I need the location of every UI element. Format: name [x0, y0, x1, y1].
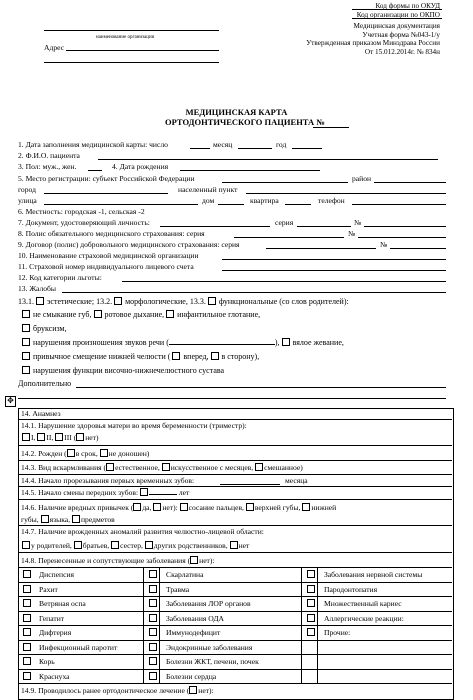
tongue-checkbox[interactable] [41, 515, 49, 523]
disease-col2-checkbox[interactable] [149, 614, 157, 622]
a141-label: 14.1. Нарушение здоровья матери во время беременности (триместр): [21, 421, 247, 430]
disease-col3-label: Прочие: [324, 628, 351, 637]
func-label: функциональные (со слов родителей): [218, 297, 349, 306]
field-1-month[interactable] [238, 148, 272, 149]
tri3-checkbox[interactable] [55, 433, 63, 441]
infant-label: инфантильное глотание, [177, 310, 261, 319]
diseases-no-checkbox[interactable] [190, 556, 198, 564]
field-10-label: 10. Наименование страховой медицинской организации [18, 251, 199, 260]
disease-col3-label: Множественный кариес [324, 599, 402, 608]
complaints-row-3 [22, 324, 67, 333]
okud-code: Код формы по ОКУД [375, 2, 440, 10]
tri3-label: III ( [64, 433, 77, 442]
phone-label: телефон [318, 196, 345, 205]
chewing-checkbox[interactable] [282, 338, 290, 346]
extra-field[interactable] [76, 387, 446, 388]
parents-checkbox[interactable] [22, 541, 30, 549]
house-field[interactable] [218, 204, 244, 205]
phone-field[interactable] [352, 204, 446, 205]
id-series-label: серия [275, 218, 294, 227]
disease-col2-checkbox[interactable] [149, 657, 157, 665]
speech-close: ), [274, 338, 280, 347]
birth-row [21, 449, 149, 458]
tooth-change-row [21, 488, 189, 497]
field-9-label: 9. Договор (полис) добровольного медицинского страхования: серия [18, 240, 240, 249]
anomalies-none-label: нет [238, 541, 250, 550]
okud-box[interactable] [352, 2, 442, 10]
tooth-change-field[interactable] [149, 494, 177, 495]
city-label: город [18, 185, 36, 194]
a143-label: 14.3. Вид вскармливания ( [21, 463, 107, 472]
tri1-label: I, [31, 433, 36, 442]
mixed-label: смешанное) [264, 463, 303, 472]
disease-col1-checkbox[interactable] [23, 672, 31, 680]
objects-label: предметов [80, 515, 115, 524]
field-1-year[interactable] [292, 148, 322, 149]
disease-col1-label: Гепатит [39, 613, 65, 623]
disease-col2-label: Эндокринные заболевания [166, 642, 253, 652]
complaints-row-2 [22, 310, 260, 319]
speech-checkbox[interactable] [22, 338, 30, 346]
teething-months: месяца [285, 476, 308, 485]
relatives-checkbox[interactable] [145, 541, 153, 549]
tooth-change-checkbox[interactable] [140, 488, 148, 496]
district-field[interactable] [374, 182, 446, 183]
tri-no-checkbox[interactable] [76, 433, 84, 441]
complaints-row-4 [22, 338, 344, 347]
approval-text: Утвержденная приказом Минздрава России [306, 39, 440, 48]
disease-col2-label: Иммунодефицит [166, 628, 221, 637]
disease-grid-row-line [18, 582, 452, 583]
disease-col3-checkbox[interactable] [307, 614, 315, 622]
disease-col1-label: Диспепсия [39, 570, 75, 579]
field-1-day[interactable] [190, 148, 210, 149]
speech-field[interactable] [169, 344, 275, 345]
house-label: дом [202, 196, 215, 205]
flat-label: квартира [250, 196, 279, 205]
disease-col3-checkbox[interactable] [307, 628, 315, 636]
id-series-field[interactable] [297, 226, 351, 227]
preterm-checkbox[interactable] [100, 449, 108, 457]
objects-checkbox[interactable] [72, 515, 80, 523]
side-label: в сторону), [221, 352, 260, 361]
fingers-checkbox[interactable] [180, 503, 188, 511]
disease-col2-label: Заболевания ОДА [166, 613, 225, 623]
oms-no-field[interactable] [358, 237, 446, 238]
natural-label: естественное, [115, 463, 160, 472]
mouth-label: ротовое дыхание, [104, 310, 165, 319]
title-line-2: ОРТОДОНТИЧЕСКОГО ПАЦИЕНТА № [165, 117, 325, 127]
tmj-checkbox[interactable] [22, 366, 30, 374]
okpo-code: Код организации по ОКПО [356, 10, 440, 19]
diseases-no-label: нет): [199, 556, 215, 565]
siblings-checkbox[interactable] [74, 541, 82, 549]
term-label: в срок, [75, 449, 98, 458]
disease-col2-label: Болезни ЖКТ, печени, почек [166, 657, 259, 666]
oms-no-label: № [348, 229, 356, 238]
teething-field[interactable] [220, 484, 280, 485]
disease-col2-checkbox[interactable] [149, 599, 157, 607]
habits-yes-checkbox[interactable] [133, 503, 141, 511]
disease-grid-row-line [18, 669, 452, 670]
c132-label: 13.2. [96, 297, 113, 306]
id-no-field[interactable] [364, 226, 446, 227]
years-label: лет [178, 488, 190, 497]
org-name-line[interactable] [44, 30, 219, 31]
aesthetic-label: эстетические; [47, 297, 95, 306]
a146-label: 14.6. Наличие вредных привычек ( [21, 503, 134, 512]
disease-col2-checkbox[interactable] [149, 672, 157, 680]
disease-col1-checkbox[interactable] [23, 585, 31, 593]
field-2-label: 2. Ф.И.О. пациента [18, 151, 80, 160]
a144-label: 14.4. Начало прорезывания первых временных зубов: [21, 476, 195, 485]
a148-label: 14.8. Перенесенные и сопутствующие заболевания ( [21, 556, 191, 565]
disease-col2-label: Травма [166, 584, 190, 594]
upper-lip-label: верхней губы, [254, 503, 301, 512]
disease-col1-label: Краснуха [39, 671, 70, 681]
sisters-checkbox[interactable] [111, 541, 119, 549]
a149-label: 14.9. Проводилось ранее ортодонтическое лечение ( [21, 686, 190, 695]
lips-checkbox[interactable] [22, 310, 30, 318]
disease-col1-label: Ветряная оспа [39, 599, 86, 608]
dms-no-label: № [380, 240, 388, 249]
c131-label: 13.1. [18, 297, 34, 306]
upper-lip-checkbox[interactable] [246, 503, 254, 511]
siblings-label: братьев, [82, 541, 110, 550]
disease-col2-checkbox[interactable] [149, 570, 157, 578]
tri1-checkbox[interactable] [22, 433, 30, 441]
a145-label: 14.5. Начало смены передних зубов: [21, 488, 139, 497]
disease-col1-checkbox[interactable] [23, 628, 31, 636]
anomalies-none-checkbox[interactable] [230, 541, 238, 549]
a142-label: 14.2. Рожден ( [21, 449, 67, 458]
disease-col1-checkbox[interactable] [23, 643, 31, 651]
disease-col1-checkbox[interactable] [23, 599, 31, 607]
lower-label: нижней [311, 503, 337, 512]
org-name-caption: наименование организации [96, 35, 155, 40]
snils-field[interactable] [222, 270, 446, 271]
complaints-row-5 [22, 352, 259, 361]
disease-col2-checkbox[interactable] [149, 585, 157, 593]
form-number: Учетная форма №043-1/у [362, 30, 440, 39]
prior-treatment-no-checkbox[interactable] [189, 686, 197, 694]
birth-date-field[interactable] [180, 170, 320, 171]
benefit-code-field[interactable] [122, 281, 446, 282]
habits-no-label: нет): [162, 503, 178, 512]
street-field[interactable] [44, 204, 198, 205]
prior-treatment-row [21, 686, 214, 695]
doc-type: Медицинская документация [353, 22, 440, 31]
artificial-checkbox[interactable] [162, 463, 170, 471]
jaw-label: привычное смещение нижней челюсти ( [33, 352, 171, 361]
title-line-1: МЕДИЦИНСКАЯ КАРТА [185, 107, 288, 117]
disease-col1-label: Корь [39, 657, 55, 666]
approval-date: От 15.012.2014г. № 834н [364, 47, 440, 56]
card-number-line[interactable] [313, 127, 349, 128]
disease-col2-label: Заболевания ЛОР органов [166, 599, 251, 608]
disease-col3-checkbox[interactable] [307, 599, 315, 607]
id-doc-field[interactable] [160, 226, 270, 227]
disease-col1-checkbox[interactable] [23, 657, 31, 665]
field-7-label: 7. Документ, удостоверяющий личность: [18, 218, 150, 227]
field-6-label: 6. Местность: городская -1, сельская -2 [18, 207, 145, 216]
disease-col3-label: Аллергические реакции: [324, 613, 404, 623]
complaints-field[interactable] [62, 292, 446, 293]
field-11-label: 11. Страховой номер индивидуального лицевого счета [18, 262, 194, 271]
habits-row-2 [21, 515, 115, 524]
disease-col3-checkbox[interactable] [307, 585, 315, 593]
district-label: район [352, 174, 372, 183]
term-checkbox[interactable] [67, 449, 75, 457]
c133-label: 13.3. [189, 297, 206, 306]
morph-checkbox[interactable] [114, 297, 122, 305]
disease-col2-checkbox[interactable] [149, 628, 157, 636]
tongue-label: языка, [49, 515, 71, 524]
mouth-checkbox[interactable] [94, 310, 102, 318]
artificial-label: искусственное с месяцев, [170, 463, 254, 472]
complaints-row-6 [22, 366, 224, 375]
table-move-icon[interactable]: ✥ [5, 396, 16, 407]
disease-col1-label: Дифтерия [39, 628, 72, 637]
anomalies-row [22, 541, 249, 550]
address-line[interactable] [66, 50, 219, 51]
dms-series-field[interactable] [266, 248, 376, 249]
tri2-checkbox[interactable] [37, 433, 45, 441]
field-3-label: 3. Пол: муж., жен. [18, 162, 77, 171]
disease-col3-label: Заболевания нервной системы [324, 570, 423, 579]
disease-col1-checkbox[interactable] [23, 570, 31, 578]
disease-col2-label: Скарлатина [166, 570, 204, 579]
a14-label: 14. Анамнез [21, 409, 61, 418]
jaw-checkbox[interactable] [22, 352, 30, 360]
disease-grid-row-line [18, 611, 452, 612]
mixed-checkbox[interactable] [255, 463, 263, 471]
flat-field[interactable] [285, 204, 311, 205]
disease-col1-label: Инфекционный паротит [39, 642, 118, 652]
settlement-field[interactable] [246, 193, 446, 194]
patient-name-field[interactable] [98, 159, 438, 160]
field-13-label: 13. Жалобы [18, 284, 56, 293]
func-checkbox[interactable] [208, 297, 216, 305]
infant-checkbox[interactable] [166, 310, 174, 318]
tri2-label: II, [46, 433, 54, 442]
field-12-label: 12. Код категории льготы: [18, 273, 102, 282]
address-line-2[interactable] [44, 62, 219, 63]
habits-yes-label: да, [142, 503, 152, 512]
disease-col3-label: Пародонтопатия [324, 584, 378, 594]
forward-checkbox[interactable] [172, 352, 180, 360]
street-label: улица [18, 196, 37, 205]
disease-col2-label: Болезни сердца [166, 671, 217, 681]
disease-col1-label: Рахит [39, 584, 58, 594]
field-5-label: 5. Место регистрации: субъект Российской Федерации [18, 174, 195, 183]
disease-grid-row-line [18, 596, 452, 597]
habits-no-checkbox[interactable] [153, 503, 161, 511]
speech-label: нарушения произношения звуков речи ( [33, 338, 169, 347]
diseases-header-row [21, 556, 215, 565]
chewing-label: вялое жевание, [292, 338, 344, 347]
extra-label: Дополнительно [18, 379, 72, 388]
extra-field-2[interactable] [18, 398, 446, 399]
tri-no-label: нет) [85, 433, 99, 442]
lips-label: не смыкание губ, [33, 310, 92, 319]
field-1-year-label: год [276, 140, 287, 149]
disease-col1-checkbox[interactable] [23, 614, 31, 622]
field-1-month-label: месяц [213, 140, 233, 149]
tmj-label: нарушения функции височно-нижнечелюстного сустава [33, 366, 225, 375]
complaints-row-1 [18, 297, 349, 306]
bruxism-checkbox[interactable] [22, 324, 30, 332]
trimester-row [22, 433, 99, 442]
disease-grid-row-line [18, 625, 452, 626]
region-field[interactable] [222, 182, 348, 183]
relatives-label: других родственников, [153, 541, 228, 550]
field-1-label: 1. Дата заполнения медицинской карты: число [18, 140, 168, 149]
disease-grid-row-line [18, 654, 452, 655]
city-field[interactable] [44, 193, 168, 194]
sex-field[interactable] [88, 170, 102, 171]
dms-no-field[interactable] [390, 248, 446, 249]
feeding-row [21, 463, 303, 472]
a147-label: 14.7. Наличие врожденных аномалий развития челюстно-лицевой области: [21, 527, 264, 536]
disease-col2-checkbox[interactable] [149, 643, 157, 651]
habits-row-1 [21, 503, 336, 512]
field-4-label: 4. Дата рождения [112, 162, 169, 171]
disease-grid-row-line [18, 640, 452, 641]
lips2-label: губы, [21, 515, 39, 524]
prior-treatment-no-label: нет): [198, 686, 214, 695]
aesthetic-checkbox[interactable] [36, 297, 44, 305]
disease-col3-checkbox[interactable] [307, 570, 315, 578]
fingers-label: сосание пальцев, [188, 503, 244, 512]
oms-series-field[interactable] [234, 237, 344, 238]
morph-label: морфологические, [125, 297, 188, 306]
side-checkbox[interactable] [211, 352, 219, 360]
okpo-box[interactable] [352, 11, 442, 19]
lower-lip-checkbox[interactable] [302, 503, 310, 511]
preterm-label: не доношен) [108, 449, 150, 458]
sisters-label: сестер, [120, 541, 143, 550]
settlement-label: населенный пункт [178, 185, 238, 194]
natural-checkbox[interactable] [106, 463, 114, 471]
bruxism-label: бруксизм, [33, 324, 67, 333]
field-8-label: 8. Полис обязательного медицинского страхования: серия [18, 229, 205, 238]
forward-label: вперед, [183, 352, 209, 361]
id-no-label: № [354, 218, 362, 227]
parents-label: у родителей, [31, 541, 72, 550]
address-label: Адрес [44, 43, 65, 52]
insurer-field[interactable] [222, 259, 446, 260]
